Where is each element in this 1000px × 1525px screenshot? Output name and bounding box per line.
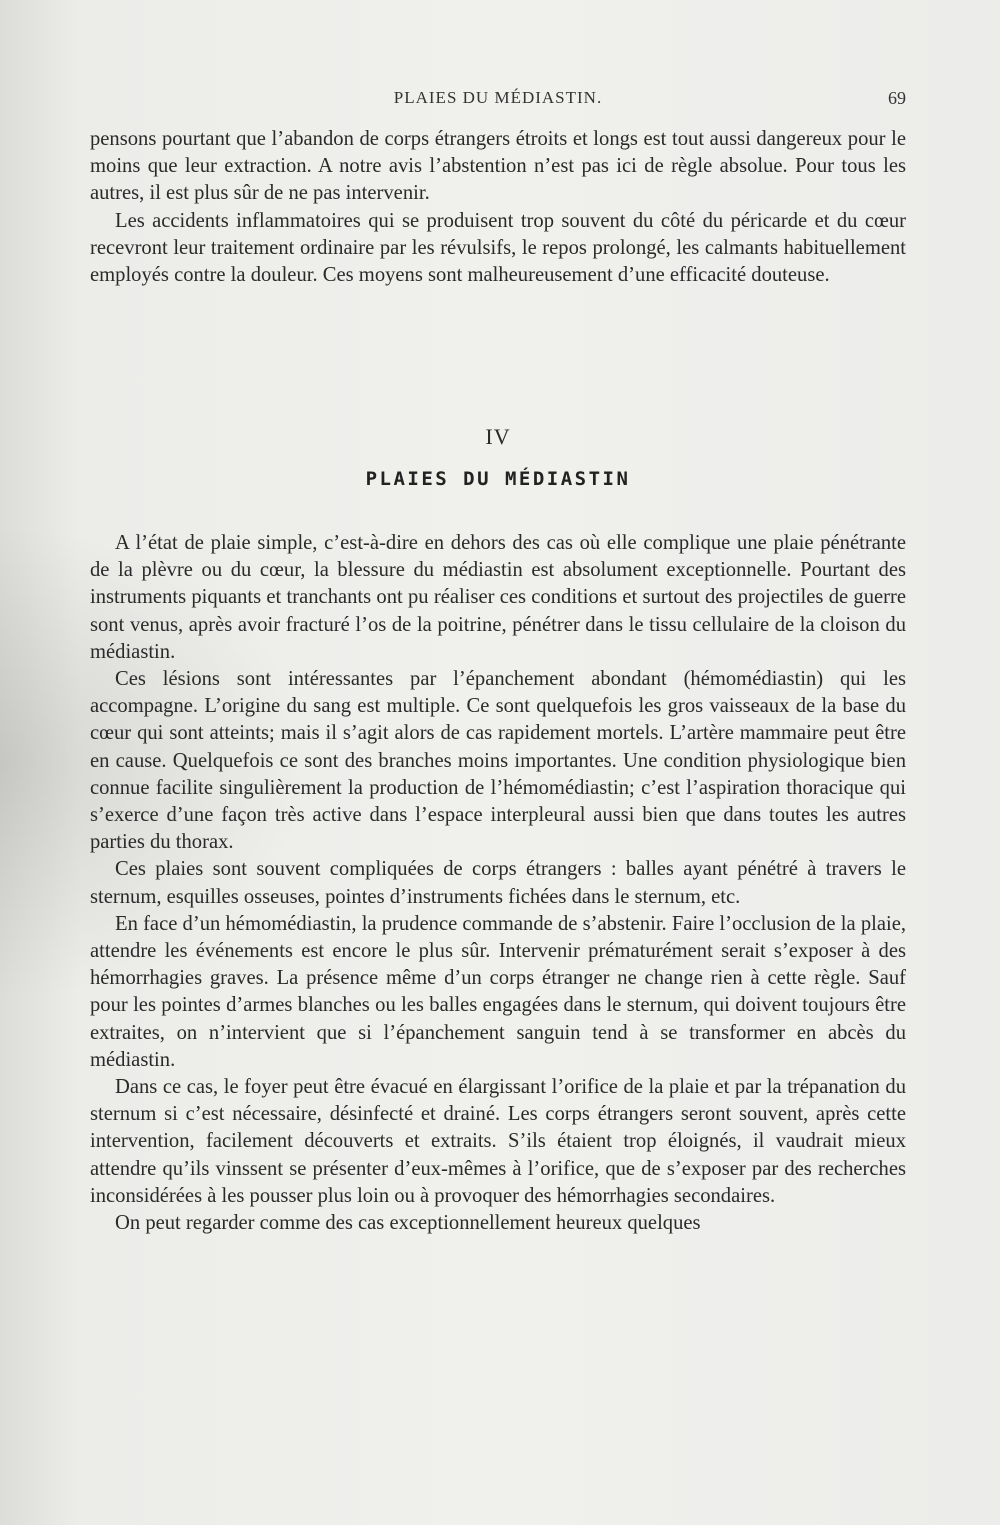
page-number: 69 [888, 88, 906, 108]
paragraph: pensons pourtant que l’abandon de corps étrangers étroits et longs est tout aussi dangereux pour le moins que leur extraction. A notre avis l’abstention n’est pas ici de règle absolue. Pour tous les autres, il est plus sûr de ne pas intervenir. [90, 128, 906, 205]
paragraph: Dans ce cas, le foyer peut être évacué en élargissant l’orifice de la plaie et par la trépanation du sternum si c’est nécessaire, désinfecté et drainé. Les corps étrangers seront souvent, après cette intervention, facilement découverts et extraits. S’ils étaient trop éloignés, il vaudrait mieux attendre qu’ils vinssent se présenter d’eux-mêmes à l’orifice, que de s’exposer par des recherches inconsidérées à les pousser plus loin ou à provoquer des hémorrhagies secondaires. [90, 1076, 906, 1207]
paragraph: Ces plaies sont souvent compliquées de corps étrangers : balles ayant pénétré à travers le sternum, esquilles osseuses, pointes d’instruments fichées dans le sternum, etc. [90, 858, 906, 908]
paragraph: En face d’un hémomédiastin, la prudence commande de s’abstenir. Faire l’occlusion de la plaie, attendre les événements est encore le plus sûr. Intervenir prématurément serait s’exposer à des hémorrhagies graves. La présence même d’un corps étranger ne change rien à cette règle. Sauf pour les pointes d’armes blanches ou les balles engagées dans le sternum, qui doivent toujours être extraites, on n’intervient que si l’épanchement sanguin tend à se transformer en abcès du médiastin. [90, 912, 906, 1071]
section-number: IV [485, 424, 511, 449]
section-title: PLAIES DU MÉDIASTIN [365, 468, 631, 490]
paragraph: On peut regarder comme des cas exceptionnellement heureux quelques [115, 1212, 701, 1235]
running-title: PLAIES DU MÉDIASTIN. [393, 88, 603, 107]
paragraph: A l’état de plaie simple, c’est-à-dire en dehors des cas où elle complique une plaie pénétrante de la plèvre ou du cœur, la blessure du médiastin est absolument exceptionnelle. Pourtant des instruments piquants et tranchants ont pu réaliser ces conditions et surtout des projectiles de guerre sont venus, après avoir fracturé l’os de la poitrine, pénétrer dans le tissu cellulaire de la cloison du médiastin. [90, 532, 906, 663]
paragraph: Les accidents inflammatoires qui se produisent trop souvent du côté du péricarde et du cœur recevront leur traitement ordinaire par les révulsifs, le repos prolongé, les calmants habituellement employés contre la douleur. Ces moyens sont malheureusement d’une efficacité douteuse. [90, 209, 906, 287]
section-body [90, 530, 906, 1237]
running-header [90, 88, 906, 114]
paragraph: Ces lésions sont intéressantes par l’épanchement abondant (hémomédiastin) qui les accompagne. L’origine du sang est multiple. Ce sont quelquefois les gros vaisseaux de la base du cœur qui sont atteints; mais il s’agit alors de cas rapidement mortels. L’artère mammaire peut être en cause. Quelquefois ce sont des branches moins importantes. Une condition physiologique bien connue facilite singulièrement la production de l’hémomédiastin; c’est l’aspiration thoracique qui s’exerce d’une façon très active dans l’espace interpleural aussi bien que dans toutes les autres parties du thorax. [90, 668, 906, 854]
continued-text [90, 126, 906, 289]
